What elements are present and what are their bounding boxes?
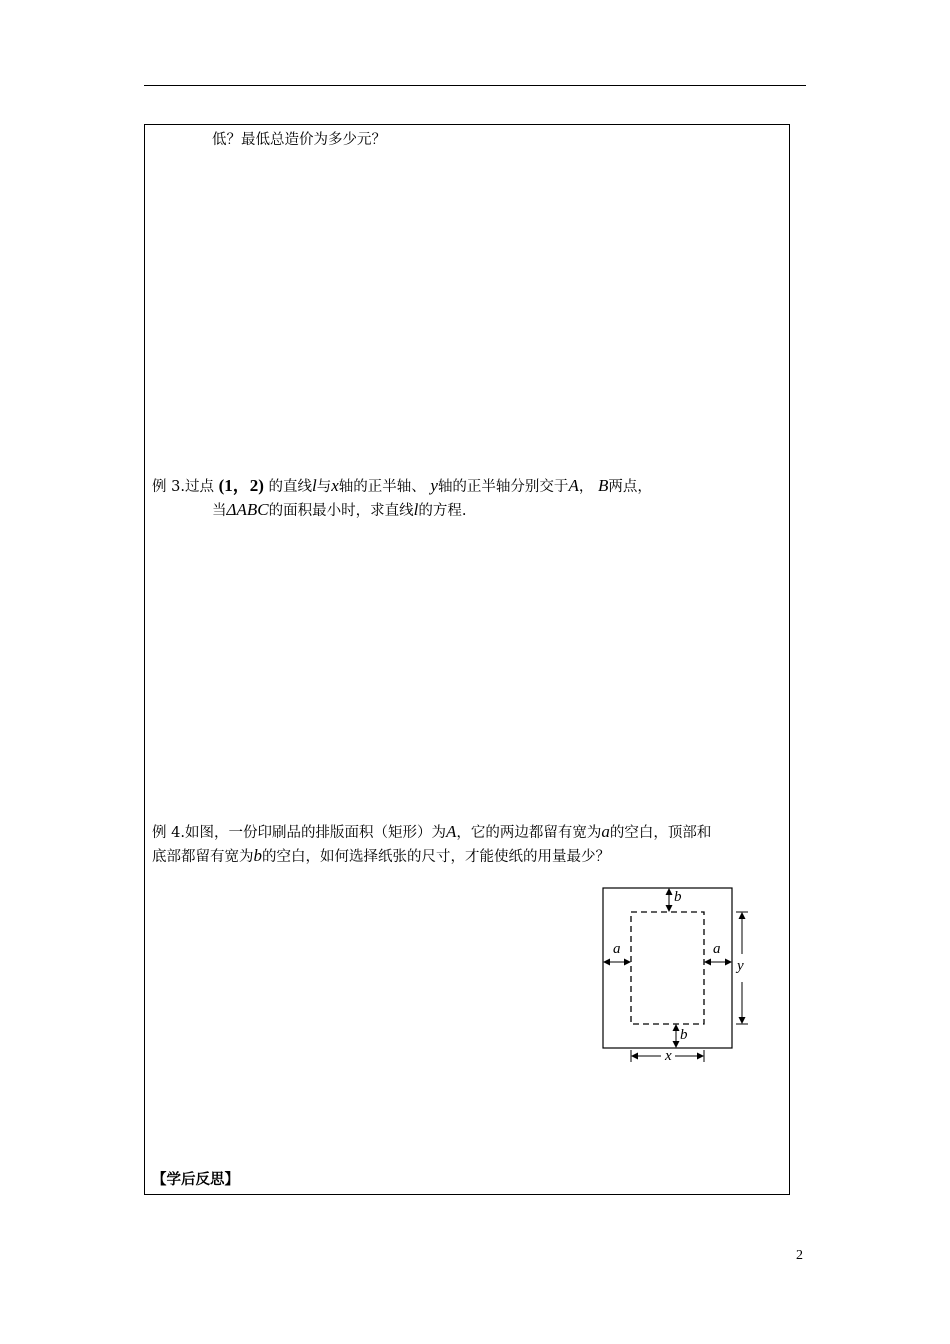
label-b-bottom: b — [680, 1027, 688, 1043]
q3-line2 — [212, 500, 466, 521]
q2-tail-text: 低？最低总造价为多少元？ — [212, 132, 386, 148]
q4-var-b: b — [253, 846, 262, 865]
header-rule — [144, 85, 806, 86]
q4-line2 — [152, 846, 610, 867]
q3-text: 轴的正半轴分别交于 — [437, 479, 569, 495]
page-number: 2 — [796, 1248, 803, 1263]
label-a-right: a — [713, 941, 721, 957]
q4-line1 — [152, 822, 711, 843]
q3-var-A: A — [568, 476, 579, 495]
label-x: x — [665, 1048, 672, 1064]
label-a-left: a — [613, 941, 621, 957]
q3-triangle: ΔABC — [226, 500, 269, 519]
q3-var-y: y — [430, 476, 438, 495]
q4-text: 的空白，顶部和 — [609, 825, 712, 841]
q3-text: 两点， — [608, 479, 652, 495]
q3-point: (1，2) — [218, 476, 264, 495]
reflection-heading: 【学后反思】 — [152, 1172, 239, 1188]
label-b-top: b — [674, 889, 682, 905]
q4-var-A: A — [445, 822, 457, 841]
q4-text: 如图，一份印刷品的排版面积（矩形）为 — [184, 825, 446, 841]
q3-text: 的方程. — [418, 503, 467, 519]
q3-var-B: B — [597, 476, 609, 495]
q3-text: ， — [578, 479, 594, 495]
q3-var-l: l — [312, 476, 317, 495]
q3-text: 当 — [212, 503, 227, 519]
q3-text: 的面积最小时，求直线 — [268, 503, 414, 519]
q3-var-l: l — [413, 500, 419, 519]
q4-text: 的空白，如何选择纸张的尺寸，才能使纸的用量最少？ — [262, 849, 610, 865]
q3-line1 — [152, 476, 652, 497]
q4-var-a: a — [601, 822, 610, 841]
print-layout-figure — [595, 880, 760, 1065]
q3-text: 的直线 — [268, 479, 312, 495]
q3-var-x: x — [331, 476, 339, 495]
q3-text: 轴的正半轴、 — [338, 479, 426, 495]
q4-text: ，它的两边都留有宽为 — [456, 825, 602, 841]
q4-label: 例 4. — [152, 825, 185, 841]
q3-text: 与 — [316, 479, 332, 495]
label-y: y — [737, 958, 744, 974]
print-area-dashed — [631, 912, 704, 1024]
q3-text: 过点 — [184, 479, 214, 495]
q4-text: 底部都留有宽为 — [152, 849, 254, 865]
q3-label: 例 3. — [152, 479, 185, 495]
